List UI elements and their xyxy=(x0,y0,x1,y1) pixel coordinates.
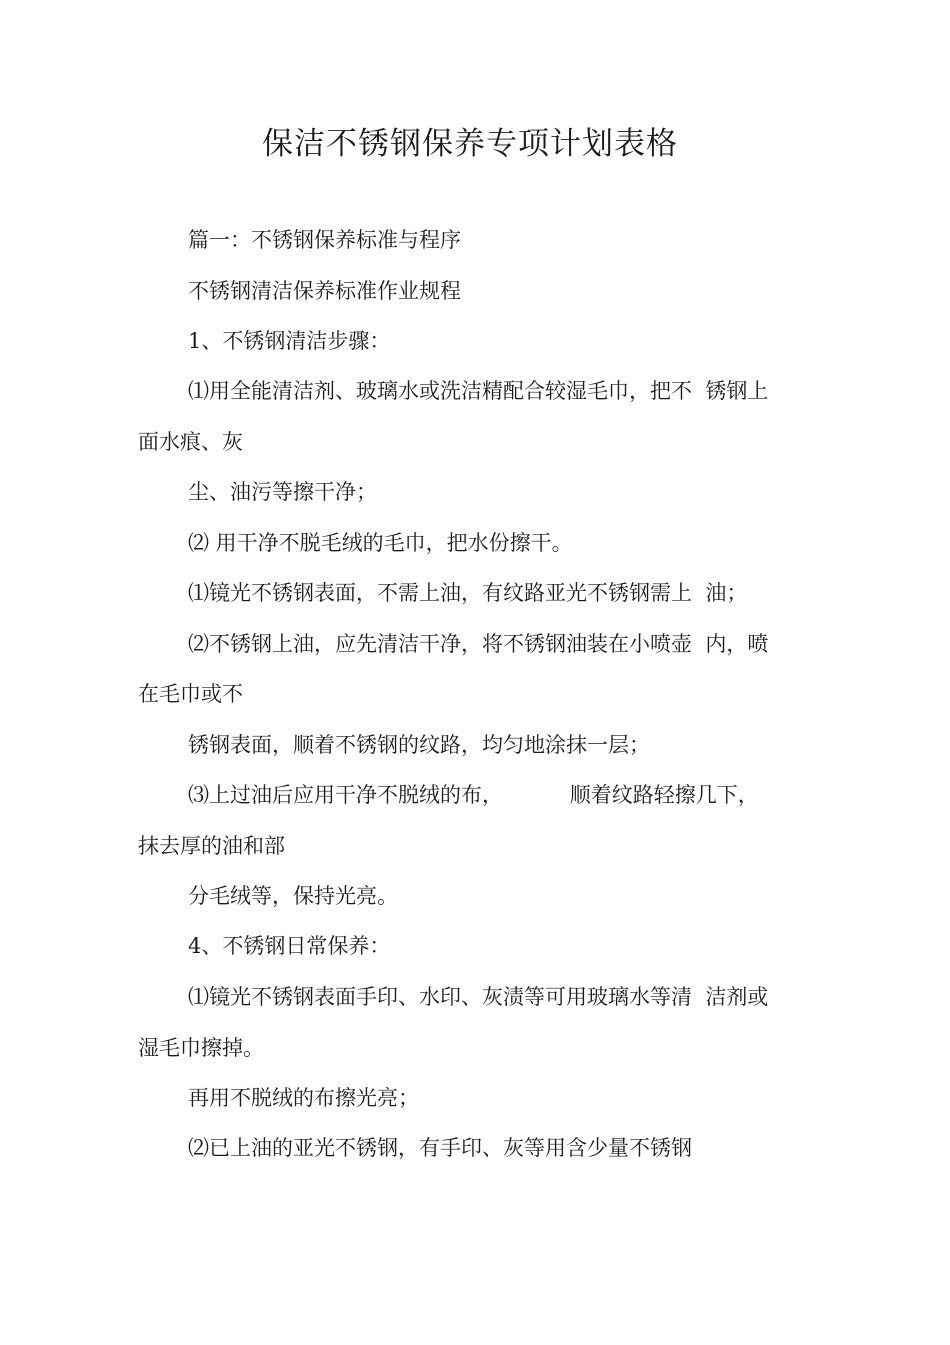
paragraph-line: ⑵已上油的亚光不锈钢，有手印、灰等用含少量不锈钢 xyxy=(188,1136,692,1160)
step-heading: 4、不锈钢日常保养： xyxy=(188,934,391,958)
step-heading: 1、不锈钢清洁步骤： xyxy=(188,329,391,353)
document-title: 保洁不锈钢保养专项计划表格 xyxy=(262,126,678,162)
subheading: 不锈钢清洁保养标准作业规程 xyxy=(188,279,461,303)
paragraph-line: 分毛绒等，保持光亮。 xyxy=(188,884,398,908)
paragraph-line: 面水痕、灰 xyxy=(138,430,243,454)
paragraph-line: 抹去厚的油和部 xyxy=(138,834,285,858)
paragraph-line: 在毛巾或不 xyxy=(138,682,243,706)
paragraph-line: 再用不脱绒的布擦光亮； xyxy=(188,1086,419,1110)
paragraph-line: 湿毛巾擦掉。 xyxy=(138,1036,264,1060)
paragraph-line: ⑵不锈钢上油，应先清洁干净，将不锈钢油装在小喷壶 内，喷 xyxy=(188,632,769,656)
paragraph-line: ⑴镜光不锈钢表面手印、水印、灰渍等可用玻璃水等清 洁剂或 xyxy=(188,985,769,1009)
paragraph-line: ⑴用全能清洁剂、玻璃水或洗洁精配合较湿毛巾，把不 锈钢上 xyxy=(188,379,769,403)
paragraph-line: 尘、油污等擦干净； xyxy=(188,480,377,504)
paragraph-line: ⑶上过油后应用干净不脱绒的布， 顺着纹路轻擦几下， xyxy=(188,783,759,807)
paragraph-line: ⑵ 用干净不脱毛绒的毛巾，把水份擦干。 xyxy=(188,531,573,555)
section-heading: 篇一：不锈钢保养标准与程序 xyxy=(188,228,461,252)
paragraph-line: ⑴镜光不锈钢表面，不需上油，有纹路亚光不锈钢需上 油； xyxy=(188,581,748,605)
paragraph-line: 锈钢表面，顺着不锈钢的纹路，均匀地涂抹一层； xyxy=(188,733,650,757)
